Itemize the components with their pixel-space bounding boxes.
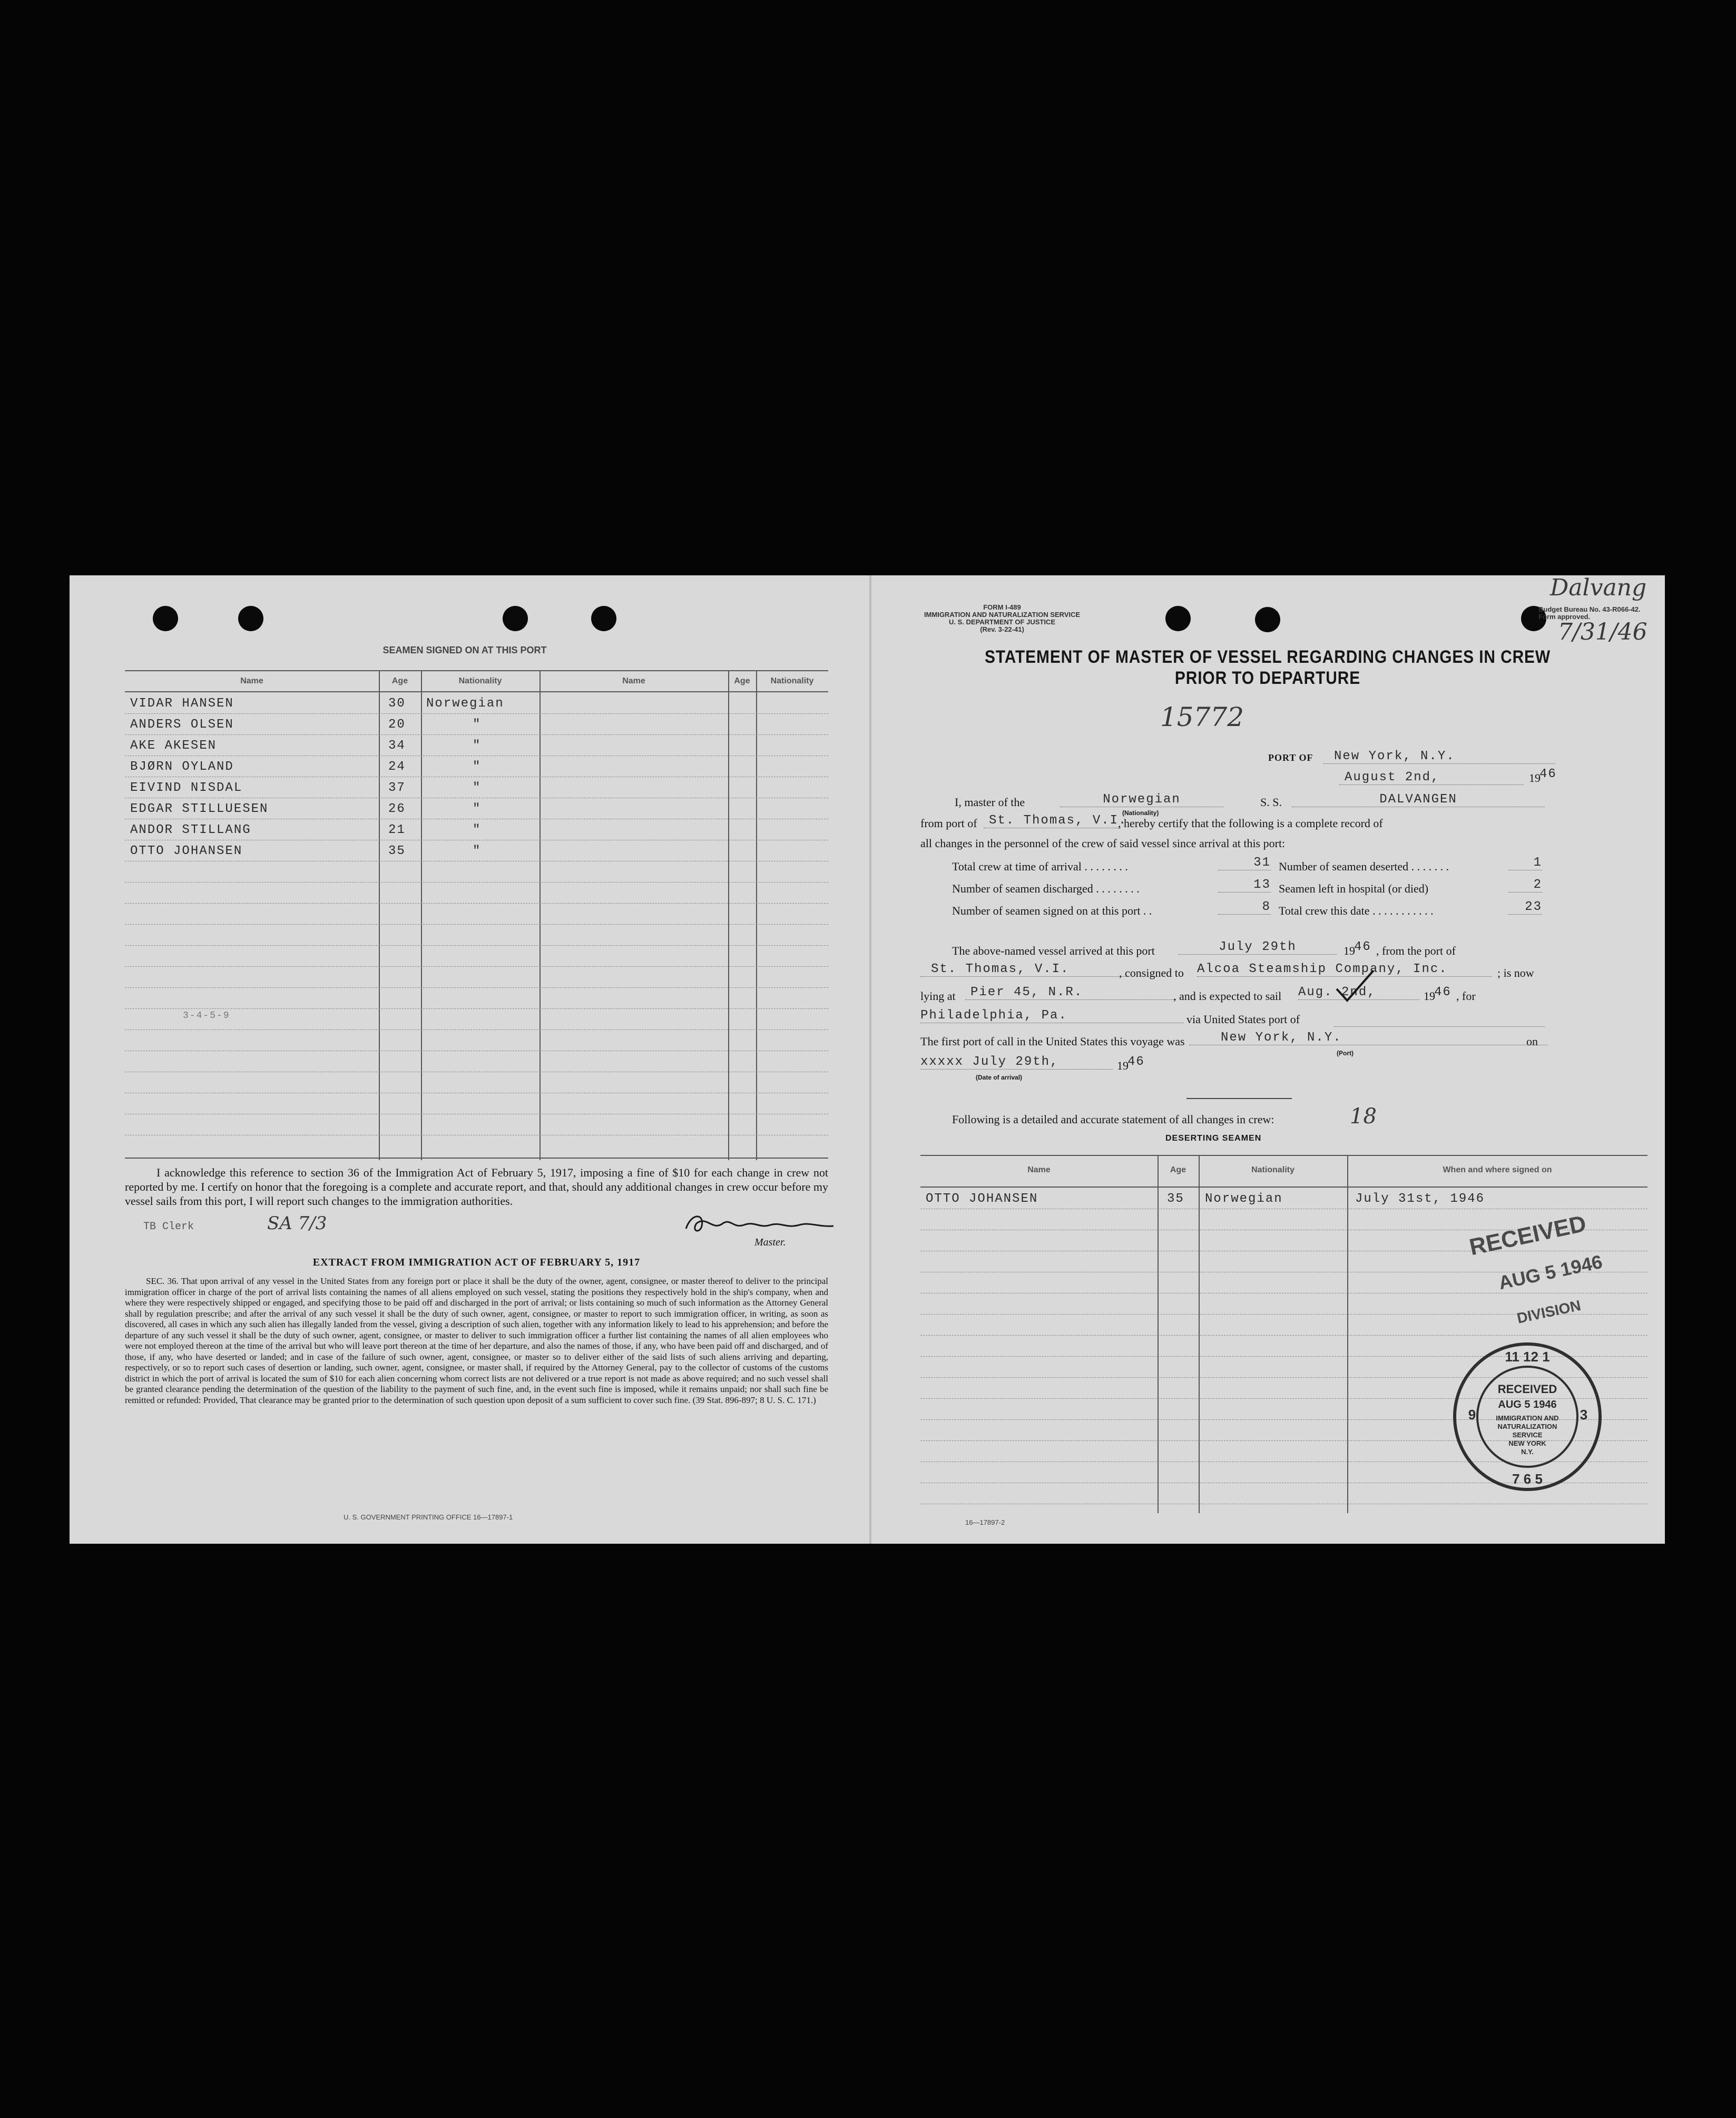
handwritten-file-number: 15772 <box>1160 702 1244 732</box>
nationality-caption: (Nationality) <box>1122 809 1159 817</box>
stat-deserted-value: 1 <box>1508 856 1542 870</box>
crew-age: 37 <box>388 781 406 795</box>
via-port-blank <box>1334 1013 1545 1027</box>
col-header-age: Age <box>391 676 408 685</box>
table-row <box>125 1008 828 1030</box>
punch-hole <box>238 606 263 631</box>
from-the-port-of: , from the port of <box>1376 944 1456 957</box>
col-header-name: Name <box>240 676 263 685</box>
all-changes-text: all changes in the personnel of the crew of said vessel since arrival at this port: <box>920 837 1286 850</box>
crew-name: ANDERS OLSEN <box>130 718 234 732</box>
left-footer: U. S. GOVERNMENT PRINTING OFFICE 16—17897-1 <box>344 1513 513 1521</box>
crew-nationality: " <box>473 844 482 858</box>
date-of-arrival: xxxxx July 29th, <box>920 1055 1113 1070</box>
stat-total-arrival-value: 31 <box>1218 856 1271 870</box>
svg-text:3: 3 <box>1580 1407 1588 1423</box>
sail-year: 46 <box>1434 985 1451 999</box>
table-row <box>125 1051 828 1072</box>
handwritten-date: 7/31/46 <box>1558 619 1647 645</box>
crew-nationality: " <box>473 781 482 795</box>
first-port-label: The first port of call in the United States this voyage was <box>920 1035 1185 1048</box>
table-row <box>125 882 828 904</box>
crew-age: 20 <box>388 718 406 732</box>
clerk-note: TB Clerk <box>143 1221 194 1233</box>
crew-extra-note: 3-4-5-9 <box>183 1011 230 1021</box>
lying-at-value: Pier 45, N.R. <box>965 985 1176 1000</box>
stat-total-date-value: 23 <box>1508 900 1542 915</box>
deserter-age: 35 <box>1167 1192 1184 1206</box>
from-port-value: St. Thomas, V.I. <box>984 813 1121 828</box>
arrived-label: The above-named vessel arrived at this port <box>952 944 1155 957</box>
table-row <box>125 734 828 756</box>
svg-text:DIVISION: DIVISION <box>1515 1297 1583 1327</box>
crew-name: ANDOR STILLANG <box>130 823 251 837</box>
punch-hole <box>591 606 616 631</box>
crew-age: 34 <box>388 739 406 753</box>
master-label: Master. <box>754 1237 786 1248</box>
document-sheet <box>70 575 1665 1544</box>
svg-text:AUG 5 1946: AUG 5 1946 <box>1498 1399 1557 1410</box>
table-row <box>125 1029 828 1051</box>
deserter-when: July 31st, 1946 <box>1355 1192 1485 1206</box>
certify-text: , hereby certify that the following is a complete record of <box>1118 817 1383 830</box>
table-row <box>920 1188 1647 1209</box>
separator <box>1186 1098 1292 1099</box>
svg-text:RECEIVED: RECEIVED <box>1497 1382 1557 1396</box>
crew-table-title: SEAMEN SIGNED ON AT THIS PORT <box>382 645 547 655</box>
lying-at-label: lying at <box>920 989 956 1003</box>
via-label: via United States port of <box>1186 1013 1300 1026</box>
title-line-1: STATEMENT OF MASTER OF VESSEL REGARDING CHANGES IN CREW <box>984 647 1551 667</box>
punch-hole <box>503 606 528 631</box>
deserter-name: OTTO JOHANSEN <box>926 1192 1038 1206</box>
crew-name: VIDAR HANSEN <box>130 697 234 711</box>
crew-nationality: " <box>473 739 482 753</box>
des-col-name: Name <box>1027 1165 1051 1174</box>
punch-hole <box>1255 607 1280 632</box>
right-page: FORM I-489 IMMIGRATION AND NATURALIZATION SERVICE U. S. DEPARTMENT OF JUSTICE (Rev. 3-22-41) Budget Bureau No. 43-R066-42. Form approved. Dalvang 7/31/46 STATEMENT OF MASTER OF VESSEL REGARDING CHANGES IN CREW PRIOR TO DEPARTURE 15772 PORT OF New York, N.Y. August 2nd, 19 46 I, master of the Norwegian (Nationality) S. S. DALVANGEN from port of St. Thomas, V.I. , hereby certify that the following is a complete record of all changes in the personnel of the crew of said vessel since arrival at this port: Total crew at time of arrival . . . . . . . . 31 Number of seamen deserted . . . . . . . 1 Number of seamen discharged . . . . . . . . 13 Seamen left in hospital (or died) 2 Number of seamen signed on at this port . . 8 Total crew this date . . . . . . . . . . . 23 The above-named vessel arrived at this port July 29th 19 46 , from the port of St. Thomas, V.I. , consigned to Alcoa Steamship Company, Inc. ; is now lying at Pier 45, N.R. , and is expected to sail Aug. 2nd, 19 46 , for Philadelphia, Pa. via United States port of The first port of call in the United States this voyage was New York, N.Y. on (Port) xxxxx July 29th, 19 46 (Date of arrival) Following is a detailed and accurate statement of all changes in crew: 18 DESERTING SEAMEN Name Age Nationality When and where signed on OTTO JOHANSEN 35 Norwegian July 31st, 1946 RECEIVED AUG 5 1946 DIVISION 11 12 1 9 3 7 6 5 RECEIVED AUG 5 1946 IMMIGRATION AND NATURALIZATION SERVICE NEW YORK N.Y. 16—17897-2 <box>870 575 1665 1544</box>
col-header-nationality-2: Nationality <box>770 676 814 685</box>
crew-nationality: Norwegian <box>426 697 504 711</box>
svg-text:IMMIGRATION AND: IMMIGRATION AND <box>1496 1414 1559 1422</box>
on-label: on <box>1526 1035 1538 1048</box>
date-arrival-caption: (Date of arrival) <box>976 1074 1023 1081</box>
handwritten-18: 18 <box>1350 1104 1377 1129</box>
clerk-initials: SA 7/3 <box>267 1213 327 1234</box>
nationality-value: Norwegian <box>1060 792 1223 807</box>
stat-total-date-label: Total crew this date . . . . . . . . . . . <box>1279 904 1434 917</box>
col-header-nationality: Nationality <box>458 676 502 685</box>
des-col-nationality: Nationality <box>1251 1165 1294 1174</box>
crew-name: AKE AKESEN <box>130 739 217 753</box>
table-row <box>125 861 828 883</box>
svg-text:7 6 5: 7 6 5 <box>1512 1471 1543 1487</box>
department-name: U. S. DEPARTMENT OF JUSTICE <box>949 618 1055 626</box>
from-port-label: from port of <box>920 817 977 830</box>
svg-text:NATURALIZATION: NATURALIZATION <box>1497 1423 1557 1430</box>
sail-date: Aug. 2nd, <box>1298 985 1419 1000</box>
svg-text:SERVICE: SERVICE <box>1512 1431 1543 1439</box>
crew-name: BJØRN OYLAND <box>130 760 234 774</box>
crew-age: 26 <box>388 802 406 816</box>
crew-age: 21 <box>388 823 406 837</box>
punch-hole <box>153 606 178 631</box>
table-row <box>125 903 828 925</box>
stat-discharged-value: 13 <box>1218 878 1271 893</box>
table-row <box>125 945 828 967</box>
port-value: New York, N.Y. <box>1323 749 1555 764</box>
col-header-name-2: Name <box>622 676 645 685</box>
svg-text:RECEIVED: RECEIVED <box>1467 1210 1588 1261</box>
crew-name: OTTO JOHANSEN <box>130 844 243 858</box>
year-value: 46 <box>1539 767 1557 781</box>
table-row <box>125 713 828 735</box>
crew-age: 30 <box>388 697 406 711</box>
agency-name: IMMIGRATION AND NATURALIZATION SERVICE <box>924 611 1081 619</box>
consigned-label: , consigned to <box>1119 966 1184 979</box>
acknowledgement-text: I acknowledge this reference to section 36 of the Immigration Act of February 5, 1917, imposing a fine of $10 for each change in crew not reported by me. I certify on honor that the foregoing is a complete and accurate report, and that, should any additional changes in crew occur before my vessel sails from this port, I will report such changes to the immigration authorities. <box>125 1166 828 1208</box>
crew-signed-on-table <box>125 670 828 1160</box>
destination: Philadelphia, Pa. <box>920 1008 1184 1023</box>
stat-hospital-label: Seamen left in hospital (or died) <box>1279 882 1429 895</box>
table-row <box>125 987 828 1009</box>
table-row <box>125 924 828 946</box>
title-line-2: PRIOR TO DEPARTURE <box>1174 668 1361 688</box>
stat-discharged-label: Number of seamen discharged . . . . . . . . <box>952 882 1140 895</box>
col-header-age-2: Age <box>734 676 750 685</box>
master-of-label: I, master of the <box>955 796 1025 809</box>
ss-label: S. S. <box>1260 796 1282 809</box>
table-row <box>125 777 828 798</box>
stat-hospital-value: 2 <box>1508 878 1542 893</box>
table-row <box>125 692 828 714</box>
form-title <box>918 646 1617 689</box>
right-footer: 16—17897-2 <box>965 1518 1005 1526</box>
punch-hole <box>1165 606 1191 631</box>
des-col-age: Age <box>1170 1165 1186 1174</box>
for-label: , for <box>1456 989 1476 1003</box>
deserting-title: DESERTING SEAMEN <box>1165 1134 1262 1143</box>
date-of-arrival-year: 46 <box>1127 1055 1145 1069</box>
svg-text:9: 9 <box>1468 1407 1476 1423</box>
form-header <box>891 604 1113 633</box>
year-prefix: 19 <box>1529 771 1541 785</box>
table-row <box>125 966 828 988</box>
table-row <box>125 840 828 861</box>
arrived-date: July 29th <box>1179 940 1337 955</box>
stat-signed-on-value: 8 <box>1218 900 1271 915</box>
budget-number: Budget Bureau No. 43-R066-42. <box>1538 605 1641 613</box>
crew-nationality: " <box>473 718 482 732</box>
table-row <box>125 798 828 819</box>
master-signature <box>681 1210 839 1237</box>
check-mark-icon <box>1334 968 1376 1005</box>
crew-nationality: " <box>473 802 482 816</box>
first-port: New York, N.Y. <box>1189 1031 1547 1045</box>
form-number: FORM I-489 <box>983 603 1021 611</box>
crew-age: 35 <box>388 844 406 858</box>
svg-text:AUG 5 1946: AUG 5 1946 <box>1496 1250 1604 1294</box>
svg-text:11 12 1: 11 12 1 <box>1505 1349 1550 1365</box>
svg-text:N.Y.: N.Y. <box>1521 1448 1534 1456</box>
is-now-label: ; is now <box>1497 966 1534 979</box>
date-value: August 2nd, <box>1339 770 1524 785</box>
handwritten-vessel-name: Dalvang <box>1550 574 1647 601</box>
svg-text:NEW YORK: NEW YORK <box>1508 1439 1546 1447</box>
crew-nationality: " <box>473 760 482 774</box>
extract-text: SEC. 36. That upon arrival of any vessel in the United States from any foreign port or place it shall be the duty of the owner, agent, consignee, or master thereof to deliver to the principal immigration officer in charge of the port of arrival lists containing the names of all aliens employed on such vessel, stating the positions they respectively hold in the ship's company, when and where they were respectively shipped or engaged, and specifying those to be paid off and discharged in the port of arrival; or lists containing so much of such information as the Attorney General shall by regulation prescribe; and after the arrival of any such vessel it shall be the duty of such owner, agent, consignee, or master to report to such immigration officer, in writing, as soon as discovered, all cases in which any such alien has illegally landed from the vessel, giving a description of such alien, together with any information likely to lead to his apprehension; and before the departure of any such vessel it shall be the duty of such owner, agent, consignee, or master to deliver to such immigration officer a further list containing the names of all alien employees who were not employed thereon at the time of the arrival but who will leave port thereon at the time of her departure, and also the names of those, if any, who have been paid off and discharged, and of those, if any, who have deserted or landed; and in case of the failure of such owner, agent, consignee, or master so to deliver either of the said lists of such aliens arriving and departing, respectively, or so to report such cases of desertion or landing, such owner, agent, consignee, or master shall, if required by the Attorney General, pay to the collector of customs of the customs district in which the port of arrival is located the sum of $10 for each alien concerning whom correct lists are not delivered or a true report is not made as above required; and no such vessel shall be granted clearance pending the determination of the question of the liability to the payment of such fine, and, in the event such fine is imposed, while it remains unpaid; nor shall such fine be remitted or refunded: Provided, That clearance may be granted prior to the determination of such question upon deposit of a sum sufficient to cover such fine. (39 Stat. 896-897; 8 U. S. C. 171.) <box>125 1276 828 1405</box>
form-approved: Form approved. <box>1538 613 1591 621</box>
table-row <box>125 756 828 777</box>
form-revision: (Rev. 3-22-41) <box>980 625 1024 633</box>
stat-deserted-label: Number of seamen deserted . . . . . . . <box>1279 860 1449 873</box>
table-row <box>125 1114 828 1135</box>
table-row <box>125 819 828 840</box>
deserter-nat: Norwegian <box>1205 1192 1283 1206</box>
des-col-when-where: When and where signed on <box>1443 1165 1552 1174</box>
crew-nationality: " <box>473 823 482 837</box>
stat-signed-on-label: Number of seamen signed on at this port . . <box>952 904 1152 917</box>
crew-name: EDGAR STILLUESEN <box>130 802 269 816</box>
origin-port: St. Thomas, V.I. <box>920 962 1126 977</box>
immigration-service-stamp <box>1451 1340 1604 1493</box>
table-row <box>125 1093 828 1114</box>
consignee: Alcoa Steamship Company, Inc. <box>1197 962 1492 977</box>
arrived-year: 46 <box>1354 940 1371 954</box>
expected-label: , and is expected to sail <box>1173 989 1282 1003</box>
received-stamp <box>1445 1207 1666 1333</box>
stat-total-arrival-label: Total crew at time of arrival . . . . . . . . <box>952 860 1128 873</box>
port-label: PORT OF <box>1268 752 1313 763</box>
following-text: Following is a detailed and accurate statement of all changes in crew: <box>952 1113 1274 1126</box>
left-page <box>70 575 870 1544</box>
crew-age: 24 <box>388 760 406 774</box>
extract-title: EXTRACT FROM IMMIGRATION ACT OF FEBRUARY 5, 1917 <box>312 1257 641 1268</box>
crew-name: EIVIND NISDAL <box>130 781 243 795</box>
port-caption: (Port) <box>1337 1050 1354 1057</box>
vessel-name: DALVANGEN <box>1292 792 1545 807</box>
table-row <box>125 1072 828 1093</box>
